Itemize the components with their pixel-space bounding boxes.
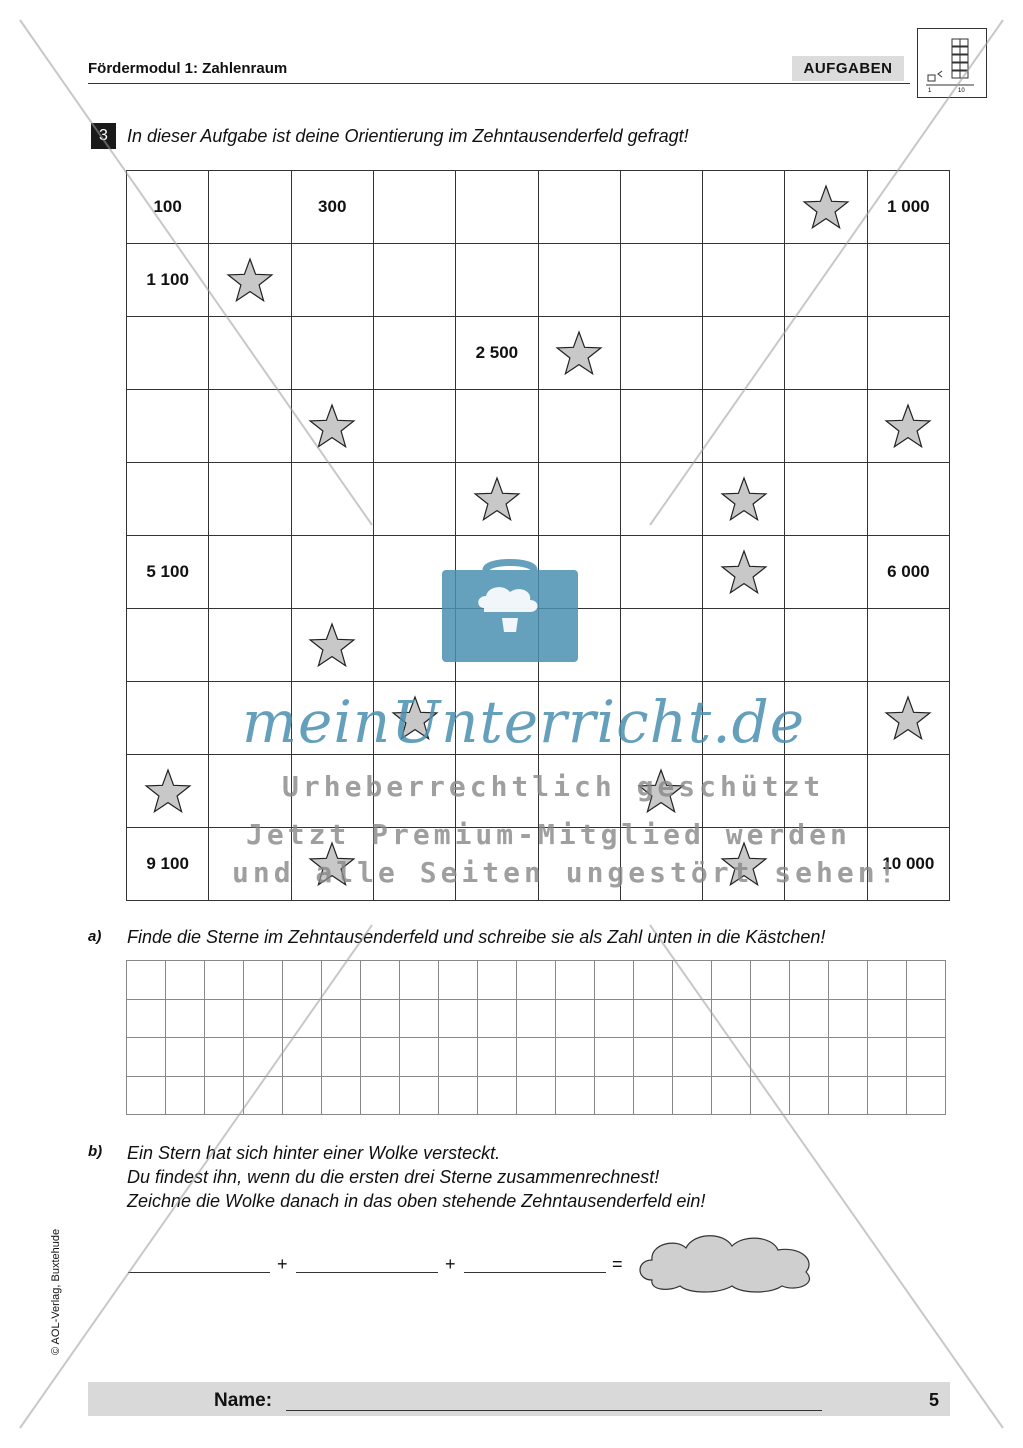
sum-blank-1[interactable] xyxy=(128,1272,270,1273)
answer-box[interactable] xyxy=(322,1000,361,1039)
field-cell xyxy=(374,463,456,536)
field-cell xyxy=(456,463,538,536)
field-cell xyxy=(456,171,538,244)
page-number: 5 xyxy=(929,1390,940,1410)
answer-box[interactable] xyxy=(205,1038,244,1077)
answer-box[interactable] xyxy=(283,1000,322,1039)
answer-box[interactable] xyxy=(322,1038,361,1077)
star-icon xyxy=(473,476,521,522)
answer-box[interactable] xyxy=(166,1038,205,1077)
field-cell xyxy=(785,463,867,536)
svg-text:1: 1 xyxy=(928,88,932,94)
answer-box[interactable] xyxy=(127,1000,166,1039)
answer-box[interactable] xyxy=(751,1038,790,1077)
field-cell xyxy=(703,463,785,536)
answer-box[interactable] xyxy=(478,961,517,1000)
answer-box[interactable] xyxy=(166,961,205,1000)
answer-box[interactable] xyxy=(595,1038,634,1077)
answer-box[interactable] xyxy=(517,1000,556,1039)
answer-box[interactable] xyxy=(595,1000,634,1039)
task-number-badge: 3 xyxy=(91,123,116,149)
field-cell xyxy=(868,536,950,609)
equals-sign: = xyxy=(612,1254,623,1274)
answer-box[interactable] xyxy=(166,1000,205,1039)
field-cell xyxy=(127,317,209,390)
name-input-line[interactable] xyxy=(286,1410,822,1411)
copyright-note: © AOL-Verlag, Buxtehude xyxy=(50,1228,62,1355)
part-a-instruction: Finde die Sterne im Zehntausenderfeld und schreibe sie als Zahl unten in die Kästchen! xyxy=(127,927,826,947)
field-cell xyxy=(209,244,291,317)
answer-box[interactable] xyxy=(907,1000,946,1039)
field-cell xyxy=(374,244,456,317)
field-cell xyxy=(703,390,785,463)
field-cell xyxy=(209,536,291,609)
name-label: Name: xyxy=(214,1390,273,1411)
field-cell xyxy=(621,390,703,463)
answer-box[interactable] xyxy=(868,961,907,1000)
answer-box[interactable] xyxy=(400,1077,439,1116)
star-icon xyxy=(802,184,850,230)
answer-box[interactable] xyxy=(712,1077,751,1116)
answer-box[interactable] xyxy=(166,1077,205,1116)
task-instruction: In dieser Aufgabe ist deine Orientierung im Zehntausenderfeld gefragt! xyxy=(127,126,689,146)
answer-box[interactable] xyxy=(868,1038,907,1077)
field-cell xyxy=(868,755,950,828)
field-cell xyxy=(209,609,291,682)
field-cell xyxy=(127,463,209,536)
field-number: 2 500 xyxy=(475,343,519,362)
answer-box[interactable] xyxy=(361,1038,400,1077)
answer-box[interactable] xyxy=(478,1000,517,1039)
field-cell xyxy=(539,171,621,244)
watermark-line: und alle Seiten ungestört sehen! xyxy=(232,856,900,889)
header-title: Fördermodul 1: Zahlenraum xyxy=(88,60,288,77)
field-cell xyxy=(868,682,950,755)
field-cell xyxy=(621,536,703,609)
answer-box[interactable] xyxy=(400,1038,439,1077)
field-cell xyxy=(292,390,374,463)
field-cell xyxy=(785,244,867,317)
answer-box[interactable] xyxy=(361,961,400,1000)
field-cell xyxy=(127,755,209,828)
field-cell xyxy=(868,244,950,317)
answer-box[interactable] xyxy=(127,1038,166,1077)
answer-box[interactable] xyxy=(322,961,361,1000)
field-cell xyxy=(456,317,538,390)
answer-box[interactable] xyxy=(556,1038,595,1077)
part-a-label: a) xyxy=(88,928,102,945)
star-icon xyxy=(720,549,768,595)
answer-box[interactable] xyxy=(829,961,868,1000)
answer-box[interactable] xyxy=(283,961,322,1000)
answer-box[interactable] xyxy=(712,1000,751,1039)
field-cell xyxy=(621,609,703,682)
star-icon xyxy=(144,768,192,814)
answer-box[interactable] xyxy=(127,961,166,1000)
answer-box[interactable] xyxy=(673,1038,712,1077)
answer-box[interactable] xyxy=(361,1000,400,1039)
field-cell xyxy=(703,536,785,609)
field-cell xyxy=(539,390,621,463)
answer-box[interactable] xyxy=(790,961,829,1000)
sum-blank-2[interactable] xyxy=(296,1272,438,1273)
field-cell xyxy=(539,317,621,390)
answer-box[interactable] xyxy=(712,961,751,1000)
field-cell xyxy=(621,171,703,244)
field-cell xyxy=(703,609,785,682)
answer-box[interactable] xyxy=(361,1077,400,1116)
field-number: 1 000 xyxy=(887,197,930,216)
answer-box[interactable] xyxy=(478,1038,517,1077)
field-cell xyxy=(374,317,456,390)
answer-box[interactable] xyxy=(829,1038,868,1077)
answer-box[interactable] xyxy=(478,1077,517,1116)
field-cell xyxy=(539,244,621,317)
answer-box[interactable] xyxy=(907,1038,946,1077)
answer-box[interactable] xyxy=(634,1000,673,1039)
answer-box[interactable] xyxy=(517,1038,556,1077)
field-cell xyxy=(456,390,538,463)
field-cell xyxy=(456,244,538,317)
field-cell xyxy=(703,171,785,244)
answer-box[interactable] xyxy=(517,961,556,1000)
field-cell xyxy=(292,171,374,244)
field-cell xyxy=(209,317,291,390)
star-icon xyxy=(720,476,768,522)
answer-box[interactable] xyxy=(790,1038,829,1077)
field-cell xyxy=(127,682,209,755)
field-cell xyxy=(127,609,209,682)
answer-box[interactable] xyxy=(439,1077,478,1116)
field-cell xyxy=(539,463,621,536)
field-cell xyxy=(209,171,291,244)
field-cell xyxy=(292,317,374,390)
field-number: 9 100 xyxy=(146,854,189,873)
answer-box[interactable] xyxy=(244,1038,283,1077)
field-cell xyxy=(785,171,867,244)
field-cell xyxy=(868,171,950,244)
field-cell xyxy=(127,390,209,463)
answer-box[interactable] xyxy=(556,1000,595,1039)
field-cell xyxy=(292,536,374,609)
field-number: 1 100 xyxy=(146,270,189,289)
star-icon xyxy=(308,403,356,449)
answer-box[interactable] xyxy=(244,1077,283,1116)
star-icon xyxy=(884,695,932,741)
field-cell xyxy=(621,317,703,390)
field-cell xyxy=(127,171,209,244)
part-b-line: Zeichne die Wolke danach in das oben stehende Zehntausenderfeld ein! xyxy=(127,1191,706,1211)
answer-box[interactable] xyxy=(634,961,673,1000)
answer-box[interactable] xyxy=(907,961,946,1000)
answer-box[interactable] xyxy=(595,1077,634,1116)
answer-box[interactable] xyxy=(829,1000,868,1039)
answer-box[interactable] xyxy=(283,1038,322,1077)
svg-text:10: 10 xyxy=(958,88,965,94)
answer-box-grid[interactable] xyxy=(126,960,946,1115)
answer-box[interactable] xyxy=(205,1077,244,1116)
answer-box[interactable] xyxy=(712,1038,751,1077)
plus-sign: + xyxy=(277,1254,288,1274)
answer-box[interactable] xyxy=(751,961,790,1000)
header-divider xyxy=(88,83,910,84)
answer-box[interactable] xyxy=(673,1000,712,1039)
field-cell xyxy=(703,317,785,390)
answer-box[interactable] xyxy=(595,961,634,1000)
watermark-line: Urheberrechtlich geschützt xyxy=(282,770,825,803)
briefcase-cloud-icon xyxy=(440,556,580,666)
answer-box[interactable] xyxy=(634,1038,673,1077)
answer-box[interactable] xyxy=(790,1077,829,1116)
watermark-line: Jetzt Premium-Mitglied werden xyxy=(246,818,851,851)
field-cell xyxy=(374,390,456,463)
answer-box[interactable] xyxy=(907,1077,946,1116)
field-number: 100 xyxy=(153,197,182,216)
field-number: 300 xyxy=(318,197,347,216)
star-icon xyxy=(555,330,603,376)
field-cell xyxy=(209,390,291,463)
field-number: 5 100 xyxy=(146,562,189,581)
plus-sign: + xyxy=(445,1254,456,1274)
number-blocks-icon xyxy=(917,28,987,98)
field-cell xyxy=(868,390,950,463)
field-cell xyxy=(868,317,950,390)
field-cell xyxy=(292,244,374,317)
section-tag: AUFGABEN xyxy=(792,56,904,81)
field-number: 6 000 xyxy=(887,562,930,581)
answer-box[interactable] xyxy=(322,1077,361,1116)
answer-box[interactable] xyxy=(751,1077,790,1116)
field-cell xyxy=(785,536,867,609)
field-cell xyxy=(292,609,374,682)
answer-box[interactable] xyxy=(634,1077,673,1116)
part-b-label: b) xyxy=(88,1143,103,1160)
answer-box[interactable] xyxy=(205,1000,244,1039)
star-icon xyxy=(884,403,932,449)
sum-blank-3[interactable] xyxy=(464,1272,606,1273)
field-cell xyxy=(127,828,209,901)
answer-box[interactable] xyxy=(244,961,283,1000)
answer-box[interactable] xyxy=(244,1000,283,1039)
field-cell xyxy=(127,536,209,609)
field-number: 10 000 xyxy=(882,854,935,873)
answer-box[interactable] xyxy=(556,1077,595,1116)
star-icon xyxy=(226,257,274,303)
field-cell xyxy=(127,244,209,317)
watermark-brand: meinUnterricht.de xyxy=(242,688,806,756)
answer-box[interactable] xyxy=(751,1000,790,1039)
answer-box[interactable] xyxy=(673,961,712,1000)
answer-box[interactable] xyxy=(439,961,478,1000)
part-b-instructions xyxy=(127,1141,705,1213)
field-cell xyxy=(621,244,703,317)
answer-box[interactable] xyxy=(400,1000,439,1039)
star-icon xyxy=(308,622,356,668)
answer-box[interactable] xyxy=(205,961,244,1000)
answer-box[interactable] xyxy=(868,1000,907,1039)
answer-box[interactable] xyxy=(673,1077,712,1116)
field-cell xyxy=(785,390,867,463)
field-cell xyxy=(868,463,950,536)
field-cell xyxy=(785,317,867,390)
cloud-answer-shape[interactable] xyxy=(632,1230,820,1294)
field-cell xyxy=(703,244,785,317)
answer-box[interactable] xyxy=(439,1038,478,1077)
field-cell xyxy=(868,609,950,682)
answer-box[interactable] xyxy=(439,1000,478,1039)
answer-box[interactable] xyxy=(127,1077,166,1116)
answer-box[interactable] xyxy=(790,1000,829,1039)
field-cell xyxy=(292,463,374,536)
answer-box[interactable] xyxy=(556,961,595,1000)
field-cell xyxy=(785,609,867,682)
part-b-line: Du findest ihn, wenn du die ersten drei Sterne zusammenrechnest! xyxy=(127,1167,660,1187)
answer-box[interactable] xyxy=(829,1077,868,1116)
answer-box[interactable] xyxy=(868,1077,907,1116)
field-cell xyxy=(621,463,703,536)
answer-box[interactable] xyxy=(517,1077,556,1116)
answer-box[interactable] xyxy=(283,1077,322,1116)
field-cell xyxy=(209,463,291,536)
answer-box[interactable] xyxy=(400,961,439,1000)
field-cell xyxy=(374,171,456,244)
part-b-line: Ein Stern hat sich hinter einer Wolke versteckt. xyxy=(127,1143,501,1163)
